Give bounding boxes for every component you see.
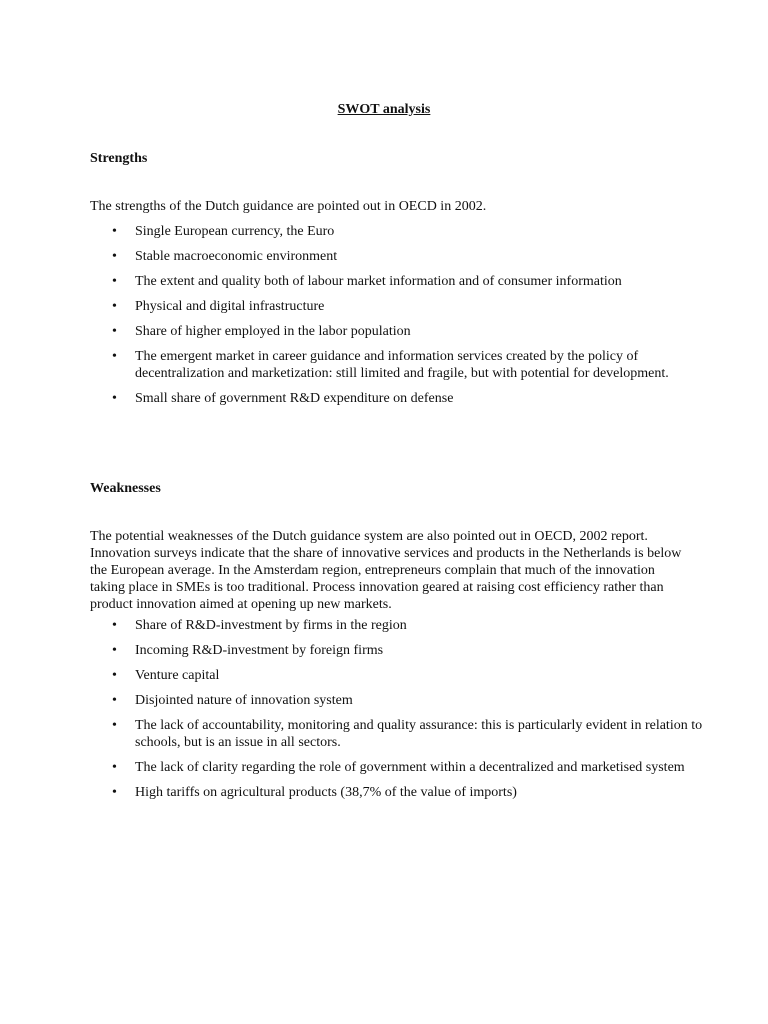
list-item: • Incoming R&D-investment by foreign firms: [112, 643, 384, 658]
list-item: • The emergent market in career guidance and information services created by the policy of decentralization and marketization: still limited and fragile, but with potential for development.: [112, 349, 669, 381]
bullet-icon: •: [112, 760, 117, 775]
weaknesses-intro: The potential weaknesses of the Dutch guidance system are also pointed out in OECD, 2002 report. Innovation surveys indicate that the share of innovative services and products in the Netherlands is below the European average. In the Amsterdam region, entrepreneurs complain that much of the innovation taking place in SMEs is too traditional. Process innovation geared at raising cost efficiency rather than product innovation aimed at opening up new markets.: [90, 529, 682, 612]
bullet-icon: •: [112, 668, 117, 683]
bullet-icon: •: [112, 249, 117, 264]
list-item: • Share of higher employed in the labor population: [112, 324, 411, 339]
list-item: • High tariffs on agricultural products (38,7% of the value of imports): [112, 785, 517, 800]
bullet-icon: •: [112, 618, 117, 633]
weaknesses-heading: Weaknesses: [90, 481, 161, 496]
bullet-icon: •: [112, 693, 117, 708]
bullet-icon: •: [112, 274, 117, 289]
list-item: • The lack of accountability, monitoring and quality assurance: this is particularly evident in relation to schools, but is an issue in all sectors.: [112, 718, 703, 750]
bullet-icon: •: [112, 718, 117, 733]
bullet-icon: •: [112, 299, 117, 314]
list-item: • Share of R&D-investment by firms in the region: [112, 618, 407, 633]
strengths-heading: Strengths: [90, 151, 148, 166]
list-item: • Physical and digital infrastructure: [112, 299, 325, 314]
bullet-icon: •: [112, 785, 117, 800]
bullet-icon: •: [112, 224, 117, 239]
strengths-list: [0, 223, 768, 415]
list-item: • Stable macroeconomic environment: [112, 249, 338, 264]
list-item: • Single European currency, the Euro: [112, 224, 335, 239]
bullet-icon: •: [112, 391, 117, 406]
list-item: • The extent and quality both of labour market information and of consumer information: [112, 274, 622, 289]
weaknesses-list: [0, 617, 768, 809]
list-item: • Venture capital: [112, 668, 220, 683]
strengths-intro: The strengths of the Dutch guidance are pointed out in OECD in 2002.: [90, 199, 487, 214]
bullet-icon: •: [112, 324, 117, 339]
document-title: SWOT analysis: [337, 102, 431, 117]
bullet-icon: •: [112, 349, 117, 364]
list-item: • The lack of clarity regarding the role of government within a decentralized and marketised system: [112, 760, 685, 775]
bullet-icon: •: [112, 643, 117, 658]
list-item: • Disjointed nature of innovation system: [112, 693, 353, 708]
list-item: • Small share of government R&D expenditure on defense: [112, 391, 454, 406]
